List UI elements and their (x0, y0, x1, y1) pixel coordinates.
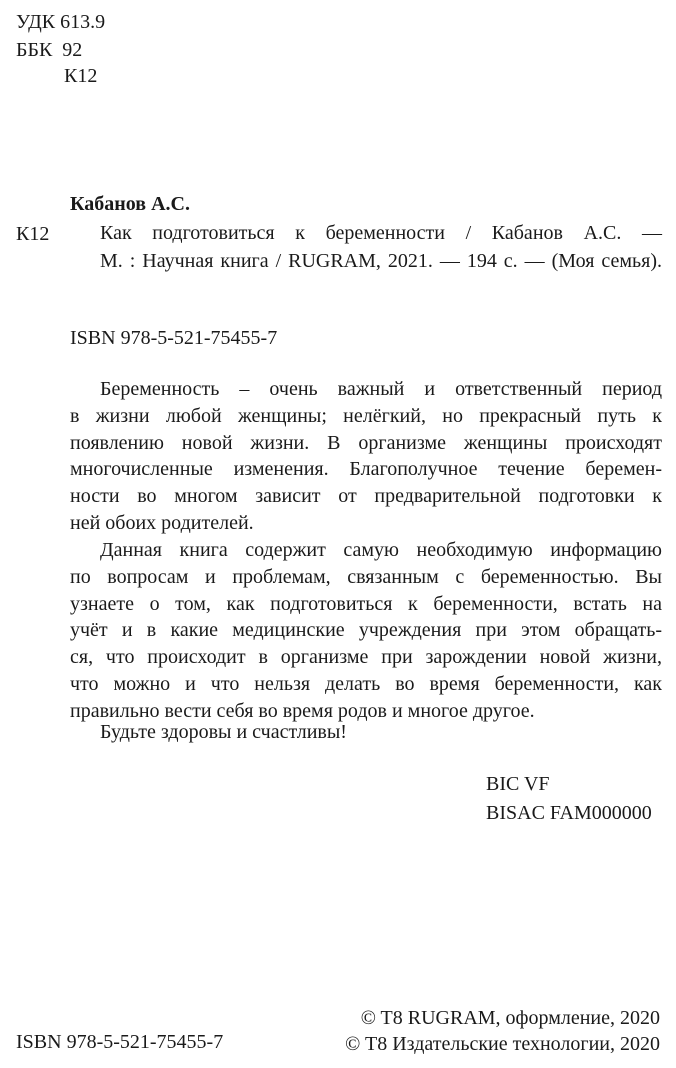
abstract-line: учёт и в какие медицинские учреждения при этом обращать- (70, 619, 662, 642)
abstract-line: многочисленные изменения. Благополучное течение беремен- (70, 458, 662, 481)
abstract-line: в жизни любой женщины; нелёгкий, но прекрасный путь к (70, 404, 662, 427)
abstract-line: что можно и что нельзя делать во время беременности, как (70, 672, 662, 695)
abstract-line: Данная книга содержит самую необходимую информацию (100, 539, 662, 561)
abstract-paragraph-1 (70, 376, 662, 537)
abstract-line: ности во многом зависит от предварительной подготовки к (70, 485, 662, 508)
abstract-line: по вопросам и проблемам, связанным с беременностью. Вы (70, 565, 662, 588)
copyright-publisher: © T8 Издательские технологии, 2020 (345, 1033, 660, 1055)
bic-code: BIC VF (486, 773, 550, 795)
record-title-line: Как подготовиться к беременности / Кабанов А.С. — (100, 222, 662, 244)
abstract-line: ней обоих родителей. (70, 511, 254, 534)
copyright-design: © T8 RUGRAM, оформление, 2020 (360, 1007, 660, 1029)
record-title (70, 219, 662, 275)
record-isbn: ISBN 978-5-521-75455-7 (70, 327, 278, 349)
record-title-line: М. : Научная книга / RUGRAM, 2021. — 194 с. — (Моя семья). (100, 250, 662, 272)
abstract-line: появлению новой жизни. В организме женщины происходят (70, 431, 662, 454)
bisac-code: BISAC FAM000000 (486, 802, 652, 824)
bbk-code: ББК 92 (16, 39, 83, 61)
abstract-line: правильно вести себя во время родов и многое другое. (70, 699, 535, 722)
abstract-line: Беременность – очень важный и ответственный период (100, 378, 662, 400)
udk-code: УДК 613.9 (16, 11, 106, 33)
record-author: Кабанов А.С. (70, 193, 190, 215)
abstract-paragraph-2 (70, 537, 662, 725)
author-sign: К12 (64, 65, 98, 87)
footer-isbn: ISBN 978-5-521-75455-7 (16, 1031, 224, 1053)
abstract-closing: Будьте здоровы и счастливы! (100, 721, 347, 743)
abstract-line: узнаете о том, как подготовиться к беременности, встать на (70, 592, 662, 615)
record-sign: К12 (16, 223, 50, 245)
abstract-line: ся, что происходит в организме при зарождении новой жизни, (70, 646, 662, 669)
